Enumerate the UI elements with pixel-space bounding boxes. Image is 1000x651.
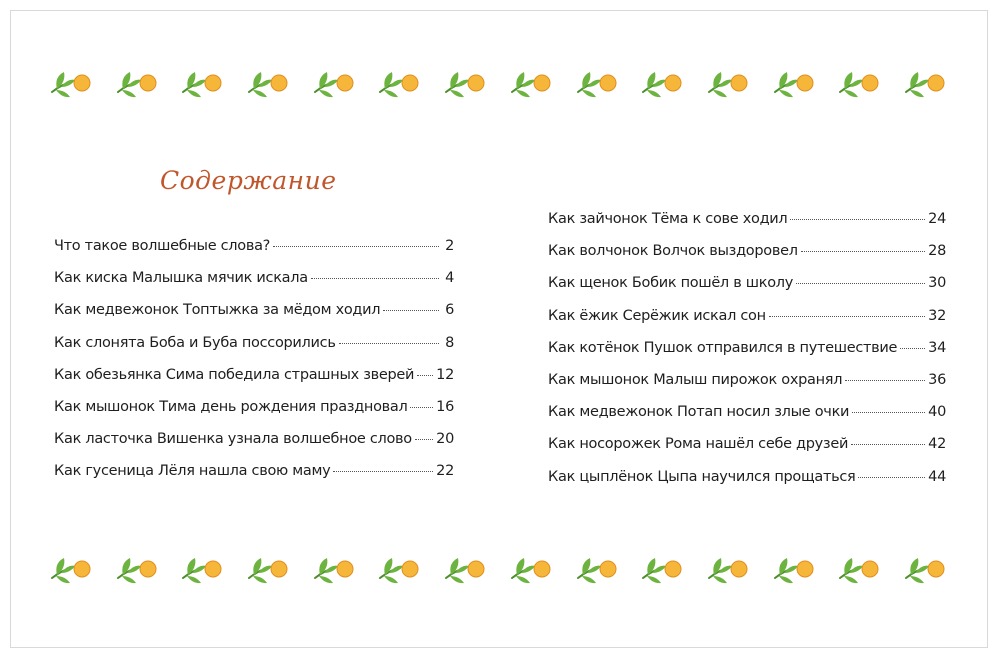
leaf-berry-sprig-icon [376,68,422,102]
dot-leader [273,246,439,247]
toc-entry-page-number: 34 [928,339,946,356]
toc-entry-title: Как зайчонок Тёма к сове ходил [548,211,788,227]
leaf-berry-sprig-icon [574,68,620,102]
dot-leader [417,375,433,376]
toc-entry-page-number: 4 [445,270,454,287]
toc-entry[interactable] [548,469,946,501]
toc-entry-page-number: 2 [445,238,454,254]
dot-leader [851,444,925,445]
ornament-row-top [48,68,948,102]
ornament-row-bottom [48,554,948,588]
toc-entry-title: Как мышонок Малыш пирожок охранял [548,371,843,388]
toc-entry-title: Как медвежонок Топтыжка за мёдом ходил [54,302,381,319]
dot-leader [415,439,433,440]
dot-leader [339,343,439,344]
leaf-berry-sprig-icon [574,554,620,588]
dot-leader [796,283,925,284]
dot-leader [769,316,925,317]
leaf-berry-sprig-icon [48,554,94,588]
leaf-berry-sprig-icon [639,554,685,588]
leaf-berry-sprig-icon [114,554,160,588]
leaf-berry-sprig-icon [48,68,94,102]
leaf-berry-sprig-icon [376,554,422,588]
toc-entry[interactable] [54,463,454,495]
leaf-berry-sprig-icon [114,68,160,102]
leaf-berry-sprig-icon [442,68,488,102]
toc-entry[interactable] [548,243,946,275]
toc-entry[interactable] [54,335,454,367]
leaf-berry-sprig-icon [179,554,225,588]
toc-entry-page-number: 28 [928,243,946,260]
toc-entry[interactable] [548,308,946,340]
toc-entry[interactable] [548,404,946,436]
leaf-berry-sprig-icon [639,68,685,102]
dot-leader [900,348,925,349]
leaf-berry-sprig-icon [836,554,882,588]
toc-entry-title: Как медвежонок Потап носил злые очки [548,404,850,421]
toc-entry[interactable] [54,399,454,431]
dot-leader [311,278,439,279]
toc-entry-page-number: 30 [928,275,946,292]
toc-entry[interactable] [54,238,454,270]
toc-entry-page-number: 24 [928,211,946,227]
toc-entry-page-number: 32 [928,307,946,324]
dot-leader [333,471,433,472]
toc-entry-title: Как мышонок Тима день рождения праздновал [54,398,408,415]
leaf-berry-sprig-icon [902,68,948,102]
toc-right-column [548,211,946,501]
toc-entry-page-number: 36 [928,371,946,388]
leaf-berry-sprig-icon [311,554,357,588]
leaf-berry-sprig-icon [245,554,291,588]
toc-entry-title: Как котёнок Пушок отправился в путешествие [548,339,898,356]
toc-entry-title: Как цыплёнок Цыпа научился прощаться [548,468,856,485]
toc-entry-title: Как ёжик Серёжик искал сон [548,307,766,324]
toc-entry-page-number: 16 [436,398,454,415]
toc-entry-page-number: 44 [928,468,946,485]
toc-entry-title: Как носорожек Рома нашёл себе друзей [548,436,849,453]
toc-entry-title: Как волчонок Волчок выздоровел [548,243,798,260]
toc-entry-title: Как слонята Боба и Буба поссорились [54,334,336,351]
leaf-berry-sprig-icon [508,554,554,588]
toc-entry[interactable] [54,302,454,334]
leaf-berry-sprig-icon [771,68,817,102]
toc-entry-page-number: 42 [928,436,946,453]
toc-entry[interactable] [54,270,454,302]
leaf-berry-sprig-icon [836,68,882,102]
dot-leader [410,407,433,408]
contents-title: Содержание [160,166,337,195]
toc-entry-title: Как гусеница Лёля нашла свою маму [54,463,331,480]
toc-entry-page-number: 40 [928,404,946,421]
leaf-berry-sprig-icon [311,68,357,102]
dot-leader [845,380,925,381]
toc-entry[interactable] [548,436,946,468]
dot-leader [790,219,925,220]
toc-entry-title: Что такое волшебные слова? [54,238,271,254]
toc-left-column [54,238,454,496]
toc-entry-title: Как обезьянка Сима победила страшных зверей [54,366,415,383]
toc-entry-page-number: 20 [436,431,454,448]
toc-entry[interactable] [548,211,946,243]
leaf-berry-sprig-icon [705,68,751,102]
dot-leader [858,477,925,478]
dot-leader [801,251,925,252]
toc-entry-title: Как щенок Бобик пошёл в школу [548,275,794,292]
leaf-berry-sprig-icon [508,68,554,102]
leaf-berry-sprig-icon [902,554,948,588]
dot-leader [852,412,925,413]
toc-entry-title: Как киска Малышка мячик искала [54,270,308,287]
leaf-berry-sprig-icon [245,68,291,102]
toc-entry[interactable] [548,372,946,404]
leaf-berry-sprig-icon [442,554,488,588]
toc-entry[interactable] [54,367,454,399]
toc-entry[interactable] [54,431,454,463]
toc-entry-page-number: 8 [445,334,454,351]
toc-entry-page-number: 12 [436,366,454,383]
leaf-berry-sprig-icon [705,554,751,588]
toc-entry-page-number: 22 [436,463,454,480]
leaf-berry-sprig-icon [771,554,817,588]
leaf-berry-sprig-icon [179,68,225,102]
toc-entry-page-number: 6 [445,302,454,319]
toc-entry-title: Как ласточка Вишенка узнала волшебное слово [54,431,412,448]
toc-entry[interactable] [548,340,946,372]
toc-entry[interactable] [548,275,946,307]
dot-leader [383,310,439,311]
